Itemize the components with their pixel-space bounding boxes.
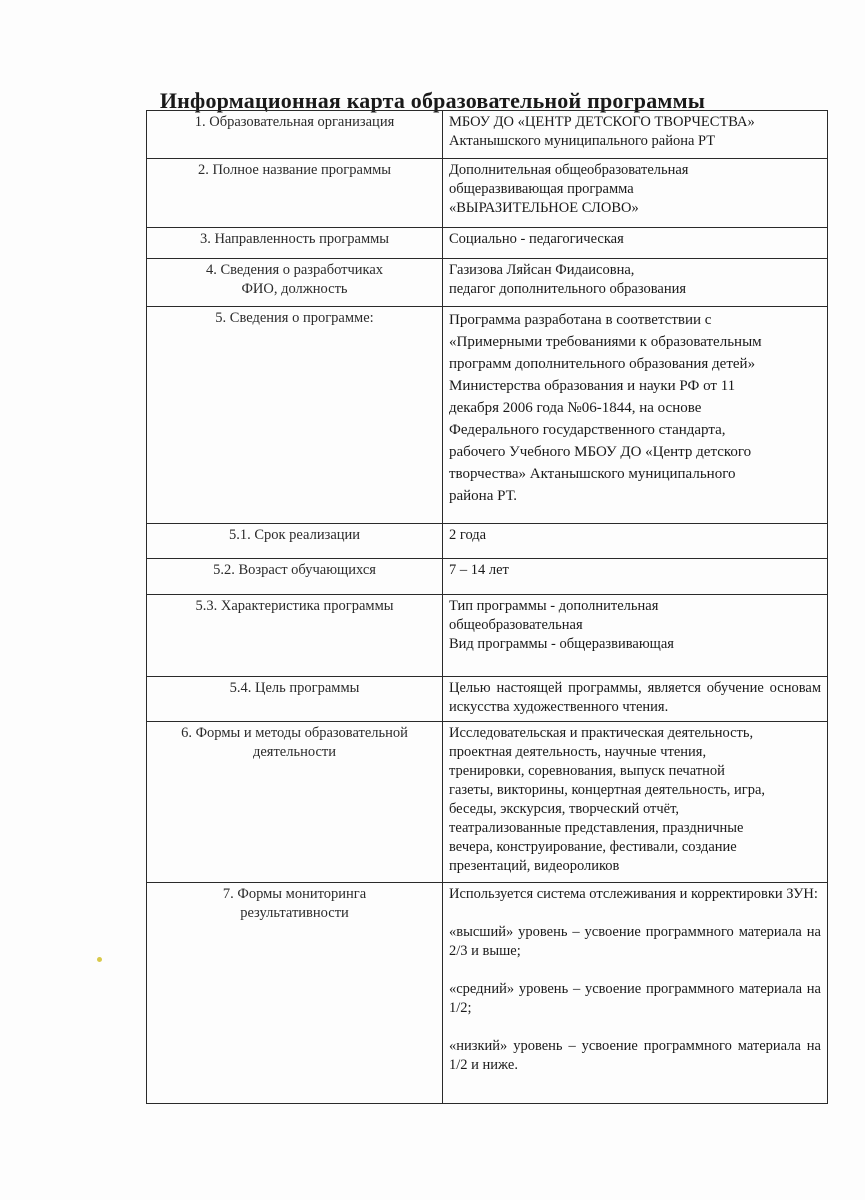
value-line: общеразвивающая программа [449,181,634,197]
info-table [146,110,828,1104]
label-line: 5.1. Срок реализации [228,527,361,543]
value-line: Программа разработана в соответствии с [449,312,712,328]
value-text: Целью настоящей программы, является обучение основам искусства художественного чтения. [449,680,821,715]
table-row [147,307,828,524]
row-value [443,524,828,559]
row-label [147,677,443,722]
value-line: педагог дополнительного образования [449,281,687,297]
table-row [147,259,828,307]
value-para: Используется система отслеживания и корректировки ЗУН: [449,886,818,902]
table-row [147,595,828,677]
value-line: Федерального государственного стандарта, [449,422,726,438]
row-label [147,259,443,307]
row-value [443,307,828,524]
label-line: ФИО, должность [241,281,348,297]
label-line: 4. Сведения о разработчиках [205,262,384,278]
paragraph-gap [449,1018,821,1037]
value-line: Дополнительная общеобразовательная [449,162,689,178]
table-row [147,524,828,559]
value-line: программ дополнительного образования детей» [449,356,756,372]
page-title: Информационная карта образовательной программы [159,88,706,113]
label-line: 3. Направленность программы [199,231,390,247]
value-para: «средний» уровень – усвоение программного материала на 1/2; [449,981,821,1016]
value-line: Газизова Ляйсан Фидаисовна, [449,262,635,278]
label-line: 6. Формы и методы образовательной [181,725,408,741]
value-line: театрализованные представления, праздничные [449,820,744,836]
value-line: рабочего Учебного МБОУ ДО «Центр детского [449,444,752,460]
row-label [147,883,443,1104]
label-line: 5.2. Возраст обучающихся [213,562,376,578]
label-line: 2. Полное название программы [197,162,392,178]
value-line: беседы, экскурсия, творческий отчёт, [449,801,679,817]
table-row [147,559,828,595]
value-line: «Примерными требованиями к образовательным [449,334,762,350]
value-line: 2 года [449,527,487,543]
label-line: результативности [240,905,349,921]
row-label [147,159,443,228]
label-line: 5. Сведения о программе: [215,310,374,326]
value-line: проектная деятельность, научные чтения, [449,744,707,760]
value-line: «ВЫРАЗИТЕЛЬНОЕ СЛОВО» [449,200,639,216]
label-line: 7. Формы мониторинга [222,886,367,902]
row-value [443,722,828,883]
value-line: презентаций, видеороликов [449,858,620,874]
row-label [147,595,443,677]
row-label [147,524,443,559]
row-value [443,111,828,159]
value-line: Вид программы - общеразвивающая [449,636,674,652]
paragraph-gap [449,904,821,923]
row-value [443,159,828,228]
row-value [443,677,828,722]
value-line: 7 – 14 лет [449,562,509,578]
table-row [147,677,828,722]
value-line: творчества» Актанышского муниципального [449,466,736,482]
table-row [147,111,828,159]
table-row [147,883,828,1104]
paragraph-gap [449,961,821,980]
row-value [443,228,828,259]
label-line: 5.3. Характеристика программы [195,598,394,614]
value-line: Социально - педагогическая [449,231,624,247]
value-line: МБОУ ДО «ЦЕНТР ДЕТСКОГО ТВОРЧЕСТВА» [449,114,755,130]
value-line: газеты, викторины, концертная деятельность, игра, [449,782,766,798]
row-value [443,559,828,595]
value-line: района РТ. [449,488,518,504]
row-label [147,307,443,524]
row-label [147,559,443,595]
value-para: «высший» уровень – усвоение программного материала на 2/3 и выше; [449,924,821,959]
value-line: Тип программы - дополнительная [449,598,659,614]
row-value [443,259,828,307]
value-line: тренировки, соревнования, выпуск печатной [449,763,725,779]
label-line: деятельности [252,744,336,760]
value-line: Министерства образования и науки РФ от 11 [449,378,736,394]
value-line: вечера, конструирование, фестивали, создание [449,839,737,855]
value-line: декабря 2006 года №06-1844, на основе [449,400,702,416]
value-line: общеобразовательная [449,617,583,633]
table-row [147,722,828,883]
scan-speck [97,957,102,962]
row-label [147,111,443,159]
row-label [147,228,443,259]
label-line: 5.4. Цель программы [229,680,360,696]
table-row [147,228,828,259]
value-para: «низкий» уровень – усвоение программного материала на 1/2 и ниже. [449,1038,821,1073]
label-line: 1. Образовательная организация [194,114,395,130]
value-line: Актанышского муниципального района РТ [449,133,716,149]
row-value [443,883,828,1104]
row-label [147,722,443,883]
row-value [443,595,828,677]
value-line: Исследовательская и практическая деятельность, [449,725,754,741]
table-row [147,159,828,228]
